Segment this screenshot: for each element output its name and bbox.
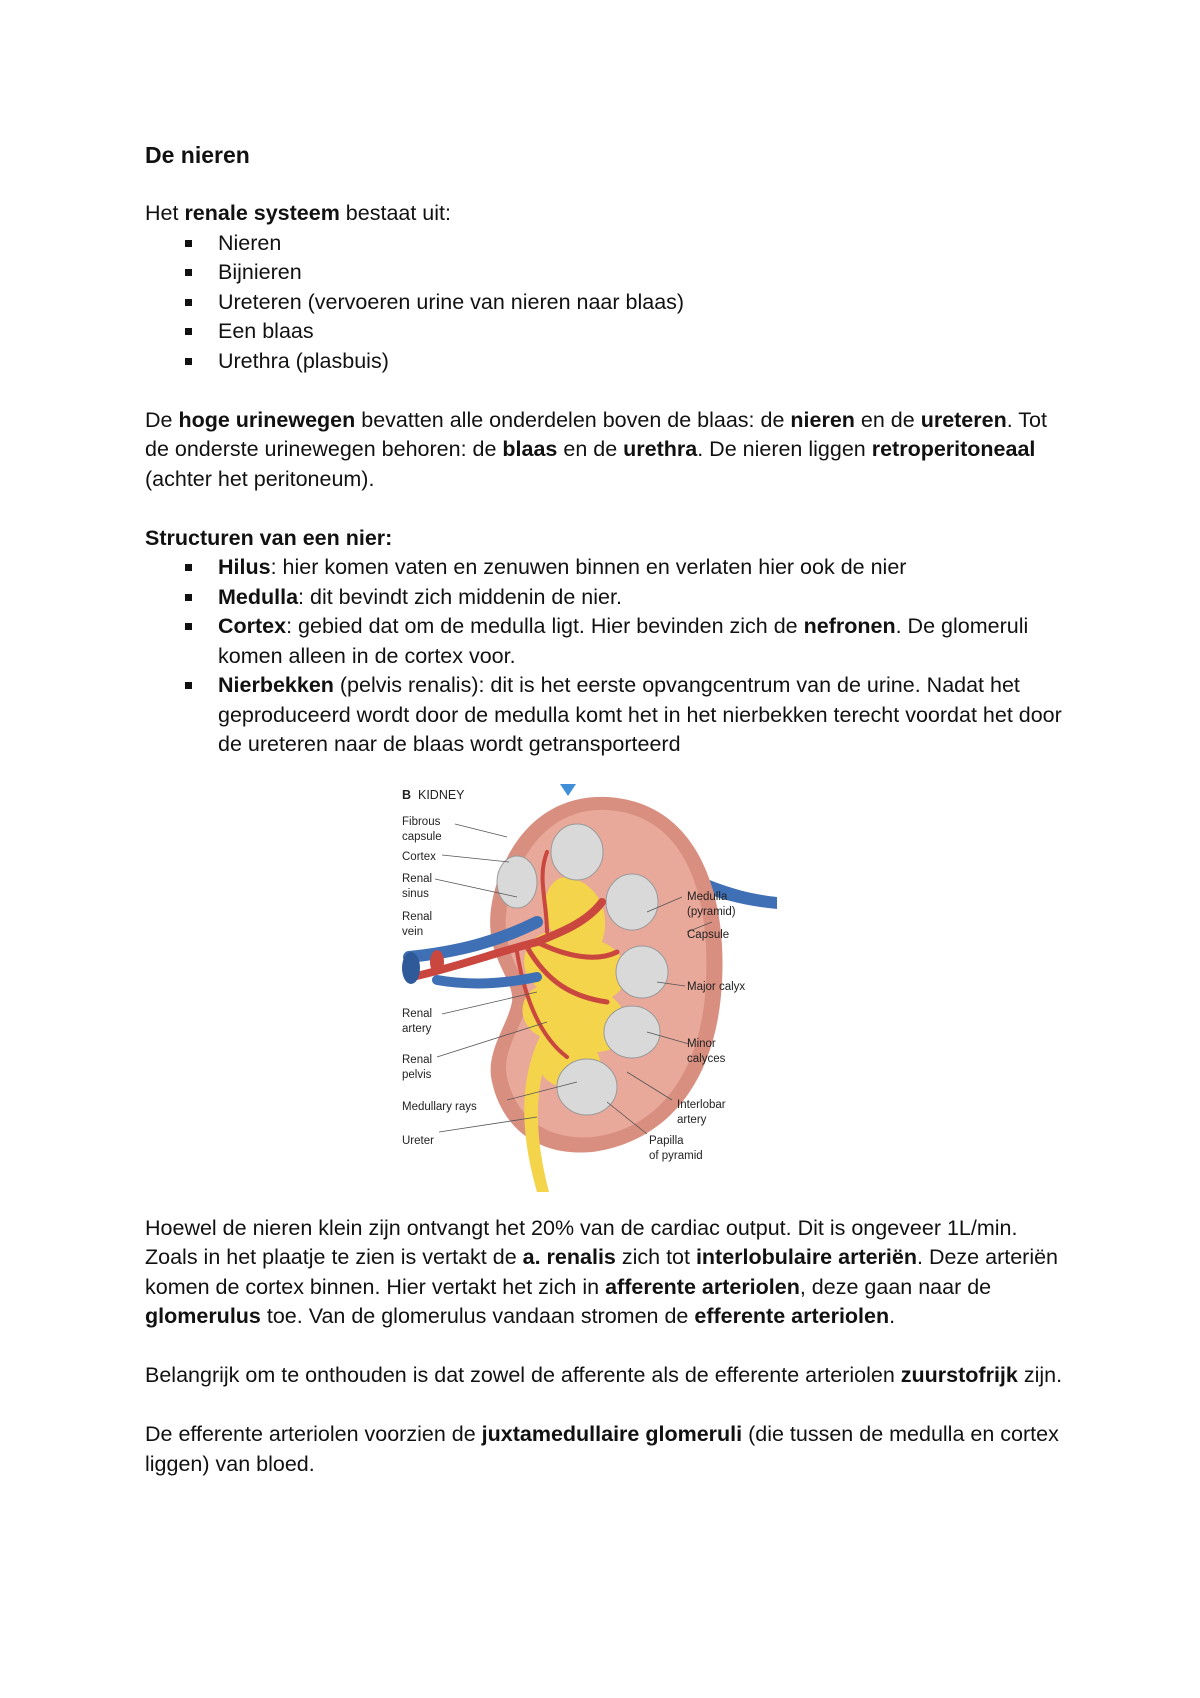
label-medullary-rays: Medullary rays <box>402 1100 477 1113</box>
juxtamedullary-paragraph: De efferente arteriolen voorzien de juxtamedullaire glomeruli (die tussen de medulla en cortex liggen) van bloed. <box>145 1422 1059 1476</box>
oxygen-paragraph: Belangrijk om te onthouden is dat zowel de afferente als de efferente arteriolen zuurstofrijk zijn. <box>145 1363 1063 1387</box>
structures-heading: Structuren van een nier: <box>145 525 393 550</box>
label-papilla: Papilla of pyramid <box>649 1134 703 1162</box>
pyramid <box>604 1006 660 1058</box>
label-medulla: Medulla (pyramid) <box>687 890 736 918</box>
pyramid <box>606 874 658 930</box>
pyramid <box>551 824 603 880</box>
list-item: Ureteren (vervoeren urine van nieren naar blaas) <box>185 288 1065 318</box>
structures-list <box>145 553 1065 760</box>
system-list <box>145 229 1065 377</box>
kidney-diagram <box>397 782 777 1192</box>
figure-title: B KIDNEY <box>402 787 465 802</box>
label-renal-vein: Renal vein <box>402 910 433 938</box>
list-item: Nierbekken (pelvis renalis): dit is het eerste opvangcentrum van de urine. Nadat het geproduceerd wordt door de medulla komt het in het nierbekken terecht voordat het door de ureteren naar de blaas wordt getransporteerd <box>185 671 1065 760</box>
urinary-tract-paragraph: De hoge urinewegen bevatten alle onderdelen boven de blaas: de nieren en de ureteren. Tot de onderste urinewegen behoren: de blaas en de urethra. De nieren liggen retroperitoneaal (achter het peritoneum). <box>145 407 1047 491</box>
label-capsule: Capsule <box>687 928 730 941</box>
label-minor-calyces: Minor calyces <box>687 1037 726 1065</box>
list-item: Medulla: dit bevindt zich middenin de nier. <box>185 583 1065 613</box>
pyramid <box>616 946 668 998</box>
marker-triangle <box>560 784 576 796</box>
page-title: De nieren <box>145 142 250 168</box>
pyramid <box>557 1059 617 1115</box>
list-item: Cortex: gebied dat om de medulla ligt. Hier bevinden zich de nefronen. De glomeruli komen alleen in de cortex voor. <box>185 612 1065 671</box>
list-item: Hilus: hier komen vaten en zenuwen binnen en verlaten hier ook de nier <box>185 553 1065 583</box>
list-item: Nieren <box>185 229 1065 259</box>
document-page <box>145 140 1065 1479</box>
label-renal-sinus: Renal sinus <box>402 872 433 900</box>
blood-supply-paragraph: Hoewel de nieren klein zijn ontvangt het 20% van de cardiac output. Dit is ongeveer 1L/min. Zoals in het plaatje te zien is vertakt de a. renalis zich tot interlobulaire arteriën. Deze arteriën komen de cortex binnen. Hier vertakt het zich in afferente arteriolen, deze gaan naar de glomerulus toe. Van de glomerulus vandaan stromen de efferente arteriolen. <box>145 1215 1059 1328</box>
list-item: Urethra (plasbuis) <box>185 347 1065 377</box>
list-item: Een blaas <box>185 317 1065 347</box>
intro-line: Het renale systeem bestaat uit: <box>145 201 451 225</box>
label-cortex: Cortex <box>402 850 436 863</box>
label-fibrous-capsule: Fibrous capsule <box>402 815 442 843</box>
label-renal-artery: Renal artery <box>402 1007 433 1035</box>
pyramid <box>497 856 537 908</box>
label-renal-pelvis: Renal pelvis <box>402 1053 433 1081</box>
label-major-calyx: Major calyx <box>687 980 746 993</box>
label-ureter: Ureter <box>402 1134 434 1147</box>
list-item: Bijnieren <box>185 258 1065 288</box>
label-interlobar-artery: Interlobar artery <box>677 1098 726 1126</box>
